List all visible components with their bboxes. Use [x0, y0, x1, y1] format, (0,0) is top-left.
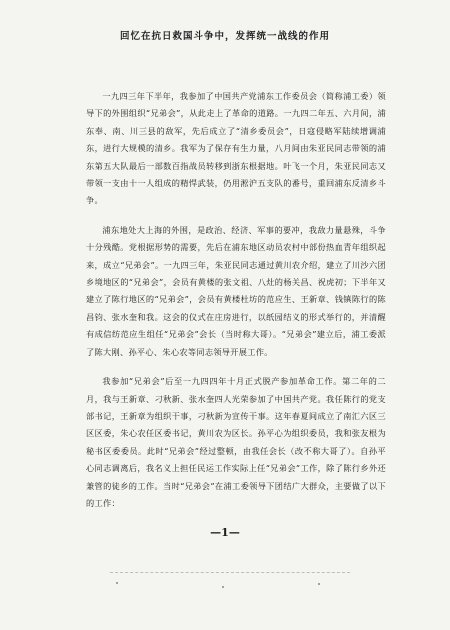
scan-speck	[116, 582, 118, 584]
paragraph-2: 浦东地处大上海的外围，是政治、经济、军事的要冲，我敌力量悬殊，斗争十分残酷。党根据形势的需要，先后在浦东地区动员农村中部份热血青年组织起来，成立“兄弟会”。一九四三年，朱亚民同志通过黄川农介绍，建立了川沙六团乡境地区的“兄弟会”，会员有黄楼的张文祖、八灶的杨关昌、祝虎初；下半年又建立了陈行地区的“兄弟会”，会员有黄楼杜坊的范应生、王新章、钱镇陈行的陈昌钧、张水奎和我。这会的仪式在庄房进行，以纸园结义的形式举行的，并清醒有成信纺范应生组任“兄弟会”会长（当时称大哥）。“兄弟会”建立后，浦工委派了陈大刚、孙平心、朱心农等同志领导开展工作。	[86, 224, 386, 357]
document-body	[86, 88, 386, 512]
page-number: —1—	[210, 526, 240, 539]
paragraph-1: 一九四三年下半年，我参加了中国共产党浦东工作委员会（简称浦工委）领导下的外围组织“兄弟会”，从此走上了革命的道路。一九四二年五、六月间，浦东奉、南、川三县的敌军，先后成立了“清乡委员会”，日寇侵略军陆续增调浦东，进行大规模的清乡。我军为了保存有生力量，八月间由朱亚民同志带领的浦东第五大队最后一部数百指战员转移到浙东根据地。叶飞一个月，朱亚民同志又带领一支由十一人组成的精悍武装，仍用淞沪五支队的番号，重回浦东反清乡斗争。	[86, 91, 386, 206]
scan-speck	[222, 586, 224, 588]
scan-artifact-line	[110, 572, 350, 574]
document-title: 回忆在抗日救国斗争中，发挥统一战线的作用	[119, 31, 330, 42]
scan-speck	[318, 583, 320, 585]
paragraph-3: 我参加“兄弟会”后至一九四四年十月正式脱产参加革命工作。第二年的二月，我与王新章、刁秋新、张水奎四人光荣参加了中国共产党。我任陈行的党支部书记，王新章为组织干事，刁秋新为宣传干事。这年春夏间成立了南汇六区三区区委，朱心农任区委书记，黄川农为区长。孙平心为组织委员，我和张友根为秘书区委委员。此时“兄弟会”经过整顿，由我任会长（改不称大哥了）。自孙平心同志调离后，我名义上担任民运工作实际上任“兄弟会”工作，除了陈行乡外还兼管的徒乡的工作。当时“兄弟会”在浦工委领导下团结广大群众，主要做了以下的工作：	[86, 376, 386, 508]
